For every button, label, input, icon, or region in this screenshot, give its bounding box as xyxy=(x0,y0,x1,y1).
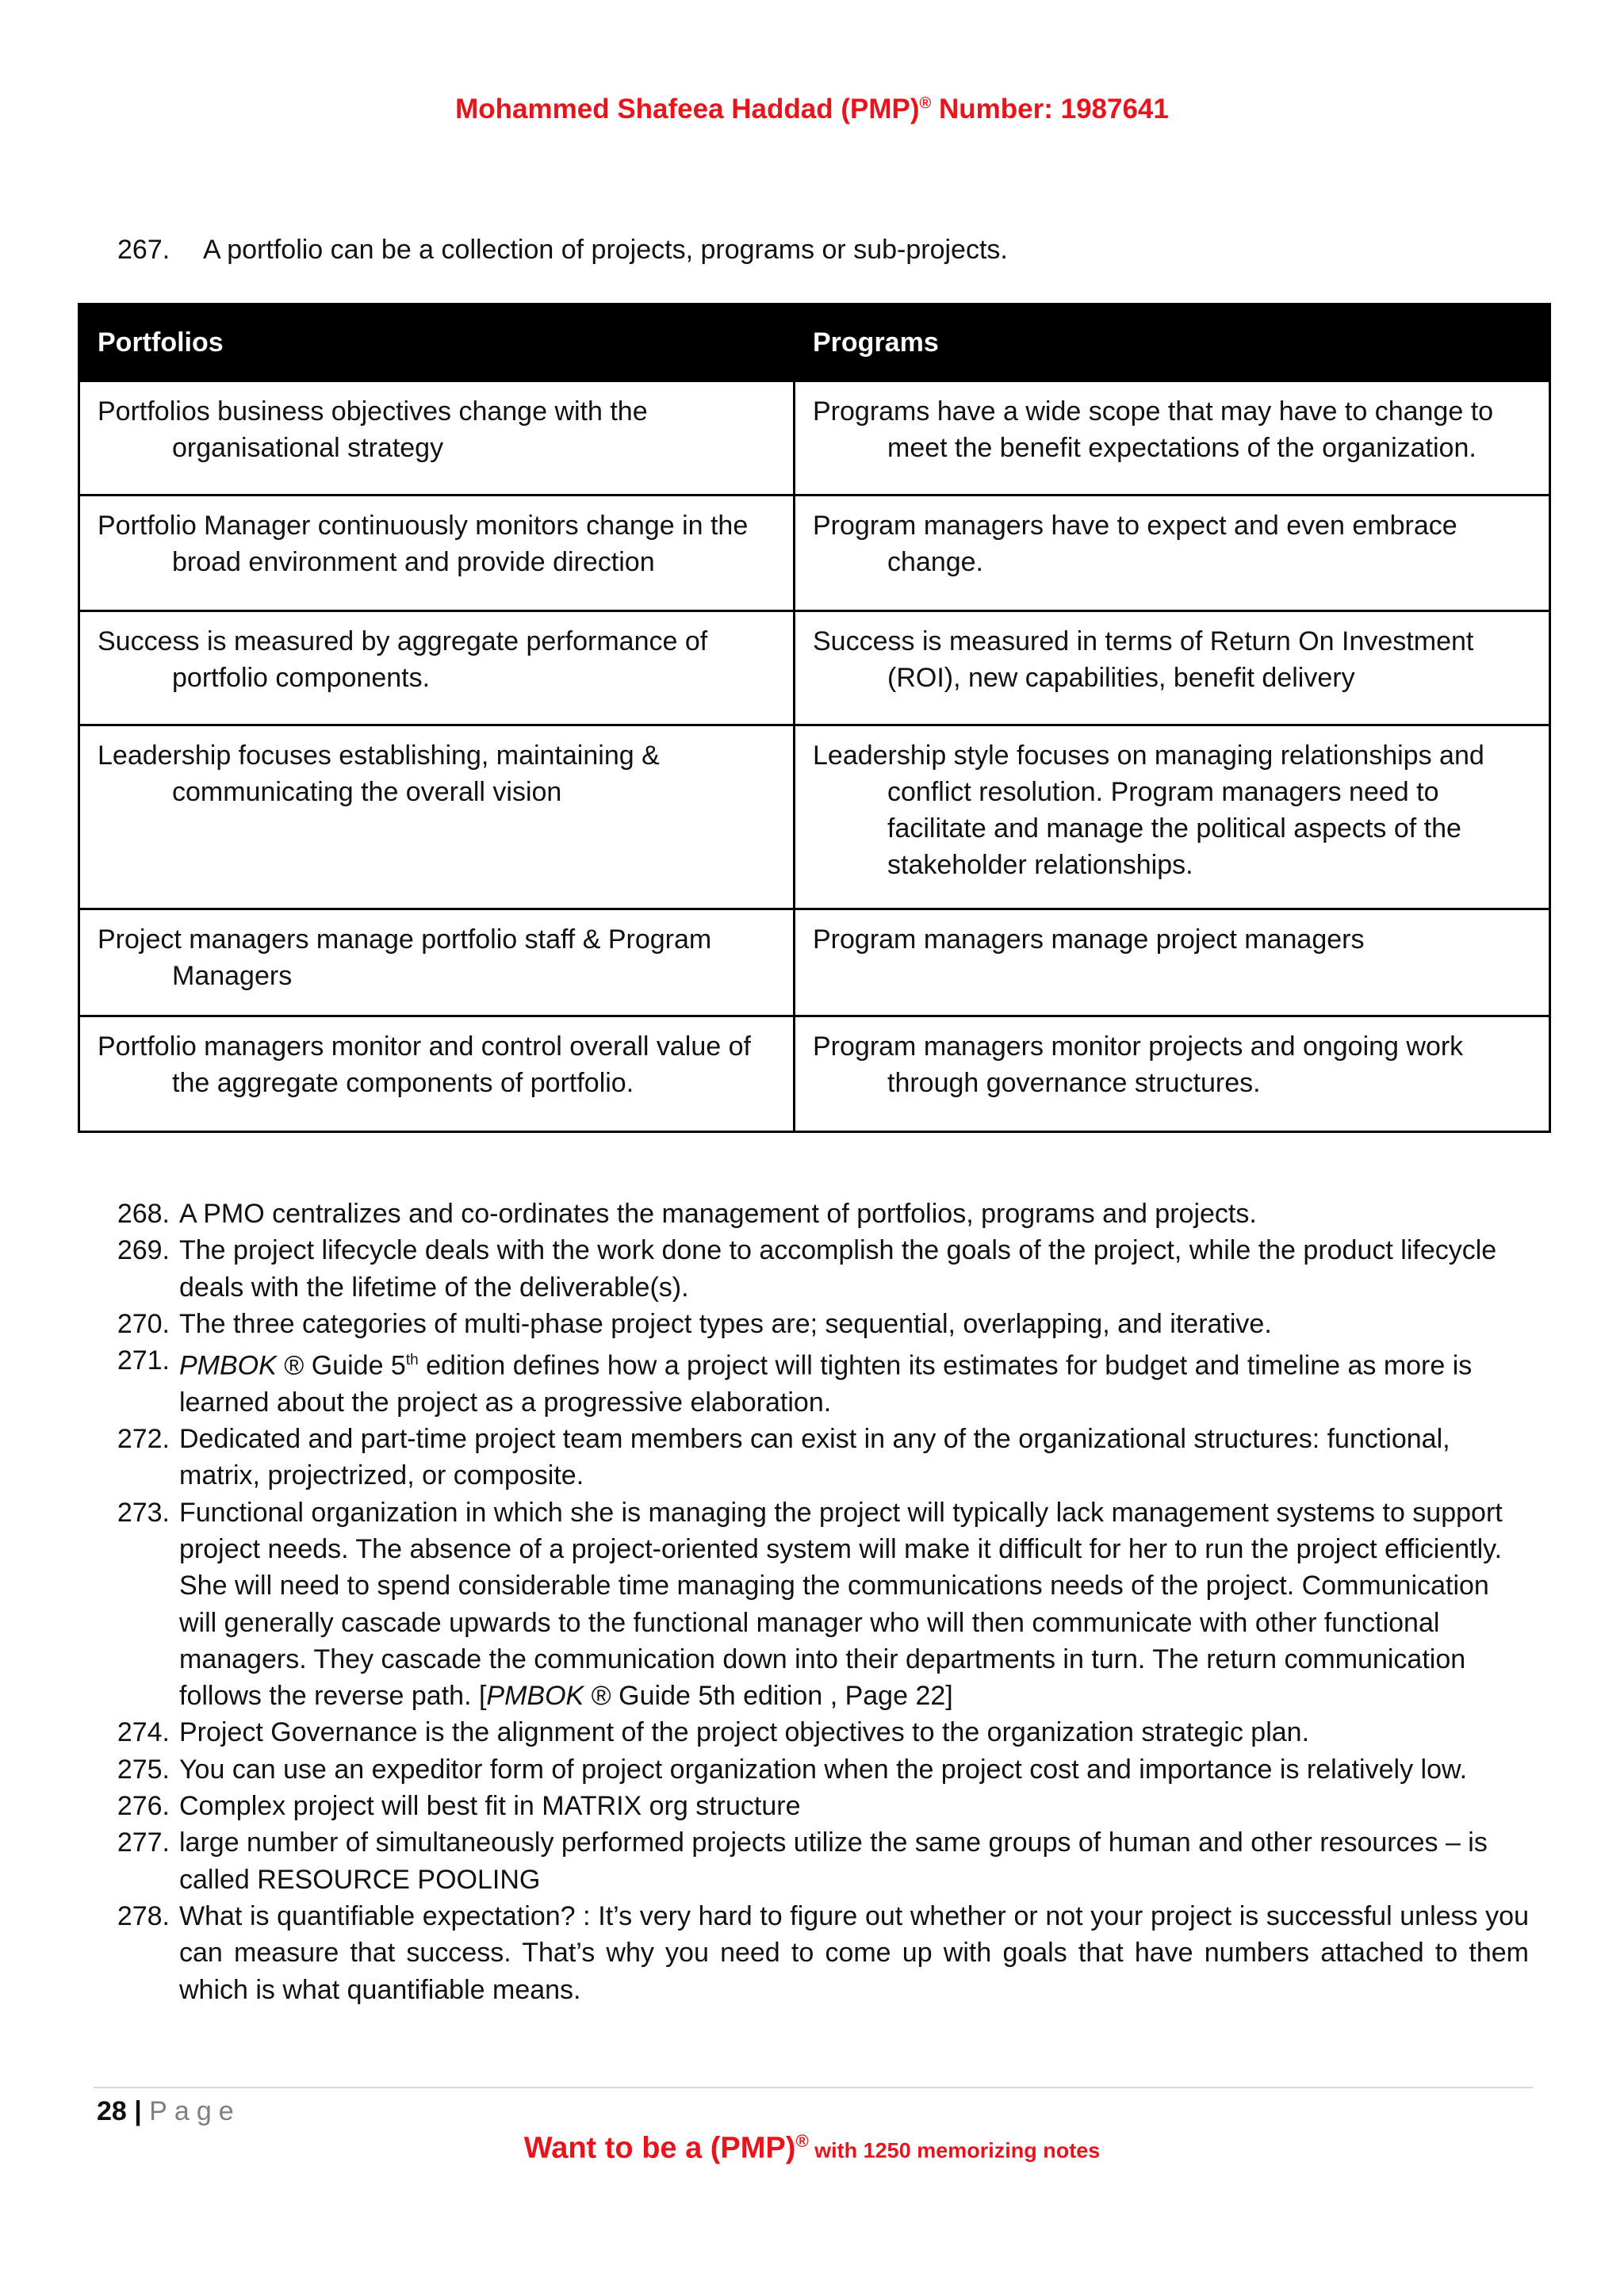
table-row xyxy=(79,611,1550,725)
program-cell: Program managers have to expect and even embrace change. xyxy=(795,496,1550,611)
program-cell: Program managers manage project managers xyxy=(795,909,1550,1016)
portfolio-cell: Leadership focuses establishing, maintaining & communicating the overall vision xyxy=(79,725,795,909)
list-item: 269. The project lifecycle deals with the work done to accomplish the goals of the project, while the product lifecycle deals with the lifetime of the deliverable(s). xyxy=(117,1235,1497,1303)
pmp-number: Number: 1987641 xyxy=(931,94,1169,124)
list-item: 268. A PMO centralizes and co-ordinates the management of portfolios, programs and projects. xyxy=(117,1199,1257,1229)
notes-list xyxy=(117,1196,1529,2008)
pmbok-title: PMBOK xyxy=(486,1681,584,1712)
program-cell: Leadership style focuses on managing relationships and conflict resolution. Program managers need to facilitate and manage the political aspects of the stakeholder relationships. xyxy=(795,725,1550,909)
table-row xyxy=(79,1016,1550,1132)
author-name: Mohammed Shafeea Haddad (PMP) xyxy=(455,94,920,124)
list-item: 275. You can use an expeditor form of project organization when the project cost and importance is relatively low. xyxy=(117,1754,1468,1785)
table-row xyxy=(79,909,1550,1016)
list-item: 276. Complex project will best fit in MATRIX org structure xyxy=(117,1791,801,1822)
registered-mark: ® xyxy=(919,94,932,113)
document-header xyxy=(0,94,1624,125)
table-row xyxy=(79,496,1550,611)
page-number: 28 | Page xyxy=(97,2096,241,2126)
pmbok-title: PMBOK xyxy=(179,1350,277,1381)
footer-tagline: Want to be a (PMP)® with 1250 memorizing notes xyxy=(523,2131,1101,2165)
list-item: 273. Functional organization in which she is managing the project will typically lack management systems to support project needs. The absence of a project-oriented system will make it difficult for her to run the project efficiently. She will need to spend considerable time managing the communications needs of the project. Communication will generally cascade upwards to the functional manager who will then communicate with other functional managers. They cascade the communication down into their departments in turn. The return communication follows the reverse path. [PMBOK ® Guide 5th edition , Page 22] xyxy=(117,1497,1503,1712)
note-number: 267. xyxy=(117,235,170,265)
list-item: 270. The three categories of multi-phase project types are; sequential, overlapping, and iterative. xyxy=(117,1308,1272,1339)
program-cell: Success is measured in terms of Return On Investment (ROI), new capabilities, benefit delivery xyxy=(795,611,1550,725)
portfolio-cell: Portfolio managers monitor and control overall value of the aggregate components of portfolio. xyxy=(79,1016,795,1132)
table-row xyxy=(79,381,1550,496)
note-267 xyxy=(117,232,1008,268)
program-cell: Program managers monitor projects and ongoing work through governance structures. xyxy=(795,1016,1550,1132)
list-item: 272. Dedicated and part-time project team members can exist in any of the organizational structures: functional, matrix, projectrized, or composite. xyxy=(117,1424,1450,1491)
footer-divider xyxy=(94,2087,1533,2088)
portfolio-cell: Portfolio Manager continuously monitors change in the broad environment and provide direction xyxy=(79,496,795,611)
list-item: 271. PMBOK ® Guide 5th edition defines how a project will tighten its estimates for budget and timeline as more is learned about the project as a progressive elaboration. xyxy=(117,1345,1473,1418)
program-cell: Programs have a wide scope that may have to change to meet the benefit expectations of the organization. xyxy=(795,381,1550,496)
column-header-portfolios: Portfolios xyxy=(79,304,795,381)
portfolio-cell: Success is measured by aggregate performance of portfolio components. xyxy=(79,611,795,725)
table-row xyxy=(79,725,1550,909)
portfolios-vs-programs-table xyxy=(78,303,1551,1133)
list-item: 274. Project Governance is the alignment of the project objectives to the organization strategic plan. xyxy=(117,1717,1310,1748)
table-header-row xyxy=(79,304,1550,381)
portfolio-cell: Portfolios business objectives change with the organisational strategy xyxy=(79,381,795,496)
list-item: 277. large number of simultaneously performed projects utilize the same groups of human and other resources – is called RESOURCE POOLING xyxy=(117,1827,1488,1895)
portfolio-cell: Project managers manage portfolio staff & Program Managers xyxy=(79,909,795,1016)
list-item: 278. What is quantifiable expectation? : It’s very hard to figure out whether or not your project is successful unless you can measure that success. That’s why you need to come up with goals that have numbers attached to them which is what quantifiable means. xyxy=(117,1900,1529,2005)
column-header-programs: Programs xyxy=(795,304,1550,381)
note-text: A portfolio can be a collection of projects, programs or sub-projects. xyxy=(203,235,1008,265)
